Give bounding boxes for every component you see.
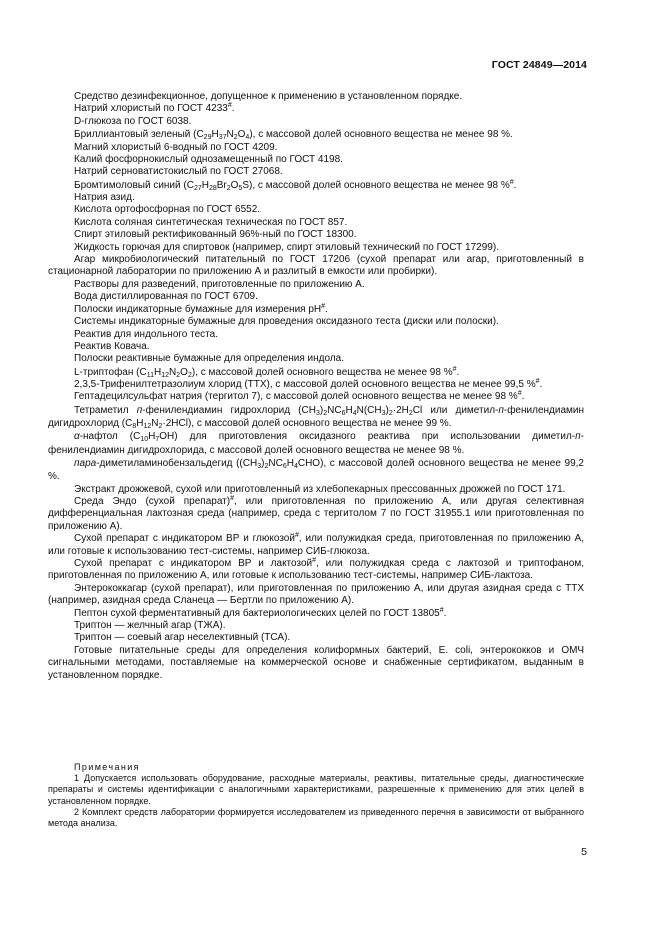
text-run: H — [136, 418, 144, 430]
italic-text: п — [498, 404, 504, 416]
text-run: H — [211, 129, 219, 141]
text-run: . — [231, 103, 235, 115]
text-run: . — [539, 379, 543, 391]
italic-text: п — [136, 404, 143, 416]
subscript: 2 — [408, 409, 413, 417]
text-run: Натрий хлористый по ГОСТ 4233 — [74, 103, 228, 115]
text-run: Натрий серноватистокислый по ГОСТ 27068. — [74, 166, 283, 178]
text-run: Реактив Ковача. — [74, 340, 150, 352]
text-run: 2,3,5-Трифенилтетразолиум хлорид (ТТХ), с массовой долей основного вещества не менее 99,5 % — [74, 379, 536, 391]
text-run: . — [443, 607, 447, 619]
subscript: 2 — [176, 371, 181, 379]
text-run: , или полужидкая среда с лактозой и триптофаном, приготовленная по приложению А, или готовые к использованию тест-системы, например СИБ-лактоза. — [48, 558, 585, 582]
subscript: 28 — [208, 184, 217, 192]
superscript: # — [227, 102, 232, 110]
list-item — [48, 91, 584, 103]
text-run: Кислота ортофосфорная по ГОСТ 6552. — [74, 204, 261, 216]
superscript: # — [312, 557, 316, 565]
list-item — [48, 379, 584, 391]
list-item — [48, 366, 584, 379]
text-run: Полоски реактивные бумажные для определения индола. — [74, 353, 345, 365]
subscript: 12 — [161, 371, 170, 379]
subscript: 10 — [140, 436, 149, 444]
subscript: 2 — [388, 409, 393, 417]
text-run: Кислота соляная синтетическая техническая по ГОСТ 857. — [74, 216, 348, 228]
text-run: ) — [385, 404, 389, 416]
text-run: , или полужидкая среда, приготовленная по приложению А, или готовые к использованию тест-системы, например СИБ-глюкоза. — [48, 533, 584, 557]
list-item — [48, 229, 584, 241]
list-item — [48, 204, 584, 216]
text-run: Cl или диметил- — [412, 404, 499, 416]
text-run: D-глюкоза по ГОСТ 6038. — [74, 115, 192, 127]
note-item: 2 Комплект средств лаборатории формируется исследователем из приведенного перечня в зависимости от выбранного метода анализа. — [48, 806, 584, 829]
text-run: Реактив для индольного теста. — [74, 328, 218, 340]
list-item — [48, 103, 584, 115]
text-run: , или приготовленная по приложению А, или другая селективная дифференциальная лактозная среда (например, среда с тергитолом 7 по ГОСТ 31955.1 или приготовленная по приложению А). — [48, 496, 585, 532]
subscript: 2 — [187, 371, 192, 379]
subscript: 4 — [352, 409, 357, 417]
subscript: 29 — [203, 134, 212, 142]
superscript: # — [509, 178, 514, 186]
text-run: -фенилендиамин дигидрохлорида, с массовой долей основного вещества не менее 98 %. — [48, 431, 584, 456]
text-run: ), с массовой долей основного вещества не менее 98 % — [191, 366, 453, 378]
text-run: . — [513, 179, 517, 191]
text-run: Жидкость горючая для спиртовок (например, спирт этиловый технический по ГОСТ 17299). — [74, 241, 499, 253]
text-run: N(CH — [356, 404, 382, 416]
subscript: 2 — [233, 134, 238, 142]
list-item — [48, 192, 584, 204]
subscript: 2 — [226, 184, 231, 192]
text-run: Тетраметил — [74, 404, 137, 416]
text-run: H — [286, 458, 294, 470]
italic-text: п — [575, 431, 581, 443]
text-run: ) — [261, 458, 265, 470]
text-run: ·2HCl), с массовой долей основного вещества не менее 99 %. — [162, 418, 452, 430]
text-run: Сухой препарат с индикатором ВР и лактозой — [74, 558, 313, 570]
list-item — [48, 304, 584, 316]
text-run: Пептон сухой ферментативный для бактериологических целей по ГОСТ 13805 — [74, 607, 440, 619]
page-number: 5 — [581, 846, 587, 858]
text-run: OH) для приготовления оксидазного реактива при использовании диметил- — [159, 431, 576, 443]
subscript: 2 — [158, 423, 163, 431]
document-number: ГОСТ 24849—2014 — [491, 59, 587, 71]
list-item — [48, 391, 584, 403]
text-run: Магний хлористый 6-водный по ГОСТ 4209. — [74, 141, 278, 153]
text-run: Готовые питательные среды для определения колиформных бактерий, E. coli, энтерококков и ОМЧ сигнальными методами, поставляемые на коммерческой основе и снабженные сертификатом, выданным в установленном порядке. — [48, 644, 584, 681]
text-run: Спирт этиловый ректификованный 96%-ный по ГОСТ 18300. — [74, 229, 357, 241]
text-run: Растворы для разведений, приготовленные по приложению А. — [74, 278, 365, 290]
text-run: Экстракт дрожжевой, сухой или приготовленный из хлебопекарных прессованных дрожжей по ГОСТ 171. — [74, 483, 566, 495]
list-item — [48, 142, 584, 154]
text-run: . — [325, 303, 328, 315]
text-run: . — [521, 391, 525, 403]
text-run: H — [345, 404, 353, 416]
subscript: 37 — [218, 134, 227, 142]
text-run: O — [180, 366, 188, 378]
superscript: # — [230, 495, 234, 503]
list-item — [48, 316, 584, 328]
subscript: 5 — [238, 184, 243, 192]
list-item — [48, 353, 584, 365]
list-item — [48, 254, 584, 279]
list-item — [48, 217, 584, 229]
text-run: . — [456, 366, 460, 378]
text-run: NC — [268, 458, 283, 470]
text-run: Триптон — соевый агар неселективный (ТСА). — [74, 632, 291, 644]
list-item — [48, 291, 584, 303]
subscript: 4 — [245, 134, 250, 142]
list-item — [48, 632, 584, 644]
subscript: 12 — [143, 423, 152, 431]
text-run: O — [237, 129, 246, 141]
text-run: Бромтимоловый синий (C — [74, 179, 194, 191]
text-run: Сухой препарат с индикатором ВР и глюкозой — [74, 533, 295, 545]
superscript: # — [439, 606, 444, 614]
superscript: # — [452, 365, 457, 373]
superscript: # — [294, 532, 299, 540]
list-item — [48, 128, 584, 141]
superscript: # — [321, 302, 326, 310]
text-run: L-триптофан (C — [74, 366, 147, 378]
text-run: -нафтол (C — [79, 431, 141, 443]
list-item — [48, 608, 584, 620]
superscript: # — [535, 378, 540, 386]
text-run: Вода дистиллированная по ГОСТ 6709. — [74, 291, 258, 303]
materials-list — [48, 91, 584, 682]
notes-section — [48, 762, 584, 829]
list-item — [48, 404, 584, 431]
text-run: Полоски индикаторные бумажные для измерения pH — [74, 303, 322, 315]
text-run: Br — [216, 179, 227, 191]
text-run: ) — [319, 404, 324, 416]
list-item — [48, 430, 584, 457]
text-run: Бриллиантовый зеленый (C — [74, 129, 204, 141]
text-run: Системы индикаторные бумажные для проведения оксидазного теста (диски или полоски). — [74, 316, 499, 328]
subscript: 11 — [146, 371, 154, 379]
notes-title: Примечания — [74, 762, 140, 772]
list-item — [48, 329, 584, 341]
list-item — [48, 496, 584, 533]
italic-text: пара — [74, 458, 97, 470]
text-run: H — [201, 179, 209, 191]
text-run: Средство дезинфекционное, допущенное к применению в установленном порядке. — [74, 91, 463, 102]
subscript: 8 — [132, 423, 137, 431]
subscript: 2 — [264, 463, 269, 471]
list-item — [48, 484, 584, 496]
subscript: 6 — [282, 463, 287, 471]
text-run: Гептадецилсульфат натрия (тергитол 7), с массовой долей основного вещества не менее 98 % — [74, 391, 518, 403]
subscript: 7 — [155, 436, 160, 444]
subscript: 3 — [381, 409, 386, 417]
text-run: Агар микробиологический питательный по ГОСТ 17206 (сухой препарат или агар, приготовленный в стационарной лаборатории по приложению А и разлитый в емкости или пробирки). — [48, 254, 584, 278]
text-run: H — [148, 431, 156, 443]
text-run: -фенилендиамин дигидрохлорид (C — [48, 404, 584, 430]
text-run: ·2H — [392, 404, 409, 416]
text-run: N — [151, 418, 159, 430]
text-run: NC — [327, 404, 342, 416]
list-item — [48, 166, 584, 178]
list-item — [48, 179, 584, 192]
text-run: Калий фосфорнокислый однозамещенный по ГОСТ 4198. — [74, 153, 343, 165]
text-run: H — [154, 366, 162, 378]
text-run: CHO), с массовой долей основного вещества не менее 99,2 %. — [48, 458, 584, 483]
text-run: Триптон — желчный агар (ТЖА). — [74, 620, 226, 632]
list-item — [48, 154, 584, 166]
list-item — [48, 620, 584, 632]
list-item — [48, 533, 584, 558]
text-run: Среда Эндо (сухой препарат) — [74, 496, 231, 508]
text-run: Энтерококкагар (сухой препарат), или приготовленная по приложению А, или другая азидная среда с ТТХ (например, азидная среда Сланеца — Бертли по приложению А). — [48, 582, 584, 607]
list-item — [48, 457, 584, 484]
text-run: N — [169, 366, 177, 378]
text-run: ), с массовой долей основного вещества не менее 98 %. — [249, 129, 513, 141]
list-item — [48, 116, 584, 128]
list-item — [48, 645, 584, 682]
list-item — [48, 279, 584, 291]
list-item — [48, 341, 584, 353]
subscript: 4 — [293, 463, 298, 471]
subscript: 3 — [257, 463, 262, 471]
text-run: -диметиламинобензальдегид ((CH — [96, 458, 258, 470]
text-run: O — [230, 179, 239, 191]
subscript: 2 — [323, 409, 328, 417]
subscript: 27 — [193, 184, 202, 192]
subscript: 3 — [315, 409, 320, 417]
text-run: Натрия азид. — [74, 192, 135, 204]
italic-text: α — [74, 431, 80, 443]
list-item — [48, 583, 584, 608]
subscript: 6 — [341, 409, 346, 417]
text-run: -фенилендиамин гидрохлорид (CH — [142, 404, 316, 416]
text-run: S), с массовой долей основного вещества не менее 98 % — [242, 179, 510, 191]
superscript: # — [517, 390, 522, 398]
list-item — [48, 242, 584, 254]
note-item: 1 Допускается использовать оборудование, расходные материалы, реактивы, питательные среды, диагностические препараты и системы идентификации с аналогичными характеристиками, разрешенные к применению для этих целей в установленном порядке. — [48, 773, 584, 806]
text-run: N — [226, 129, 234, 141]
list-item — [48, 558, 584, 583]
